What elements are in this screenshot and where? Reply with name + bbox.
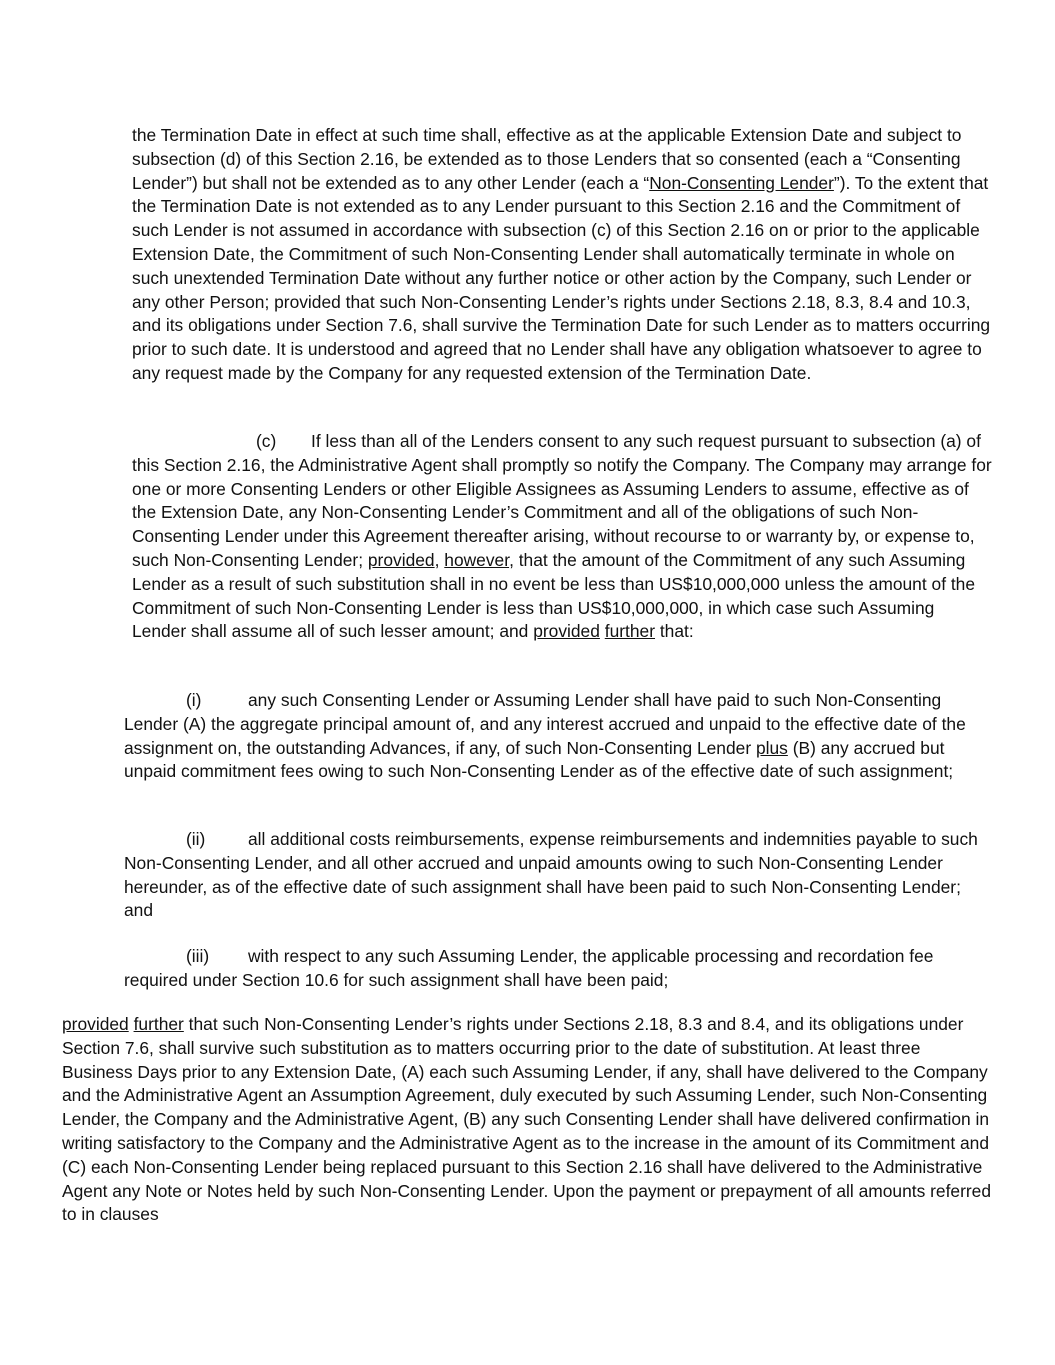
- text: the Termination Date in effect at such time shall, effective as at the applicable Extension Date and subject to subsection (d) of this Section 2.16, be extended as to those Lenders that so consented (each a “Consenting Lender”) but shall not be extended as to any other Lender (each a “: [132, 125, 962, 193]
- text: , that the amount of the Commitment of any such Assuming Lender as a result of such substitution shall in no event be less than US$10,000,000 unless the amount of the Commitment of such Non-Consenting Lender is less than US$10,000,000, in which case such Assuming Lender shall assume all of such lesser amount; and: [132, 549, 976, 642]
- list-marker: (i): [186, 690, 202, 710]
- text: that such Non-Consenting Lender’s rights under Sections 2.18, 8.3 and 8.4, and its obligations under Section 7.6, shall survive such substitution as to matters occurring prior to the date of substitution. At least three Business Days prior to any Extension Date, (A) each such Assuming Lender, if any, shall have delivered to the Company and the Administrative Agent an Assumption Agreement, duly executed by such Assuming Lender, such Non-Consenting Lender, the Company and the Administrative Agent, (B) any such Consenting Lender shall have delivered confirmation in writing satisfactory to the Company and the Administrative Agent as to the increase in the amount of its Commitment and (C) each Non-Consenting Lender being replaced pursuant to this Section 2.16 shall have delivered to the Administrative Agent any Note or Notes held by such Non-Consenting Lender. Upon the payment or prepayment of all amounts referred to in clauses: [62, 1014, 992, 1225]
- defined-term-non-consenting-lender: Non-Consenting Lender: [649, 172, 834, 193]
- text: ,: [434, 549, 445, 570]
- text: with respect to any such Assuming Lender, the applicable processing and recordation fee required under Section 10.6 for such assignment shall have been paid;: [124, 946, 934, 990]
- list-item: [124, 689, 992, 784]
- list-marker: (ii): [186, 829, 206, 849]
- text: that:: [655, 621, 694, 642]
- underlined-term: further: [133, 1014, 184, 1034]
- paragraph-provided-further: [62, 1013, 992, 1227]
- underlined-term: further: [604, 621, 656, 642]
- underlined-term: provided: [533, 621, 600, 642]
- paragraph-c: [132, 430, 992, 644]
- text: any such Consenting Lender or Assuming Lender shall have paid to such Non-Consenting Lender (A) the aggregate principal amount of, and any interest accrued and unpaid to the effective date of the assignment on, the outstanding Advances, if any, of such Non-Consenting Lender: [124, 690, 966, 758]
- text: If less than all of the Lenders consent to any such request pursuant to subsection (a) of this Section 2.16, the Administrative Agent shall promptly so notify the Company. The Company may arrange for one or more Consenting Lenders or other Eligible Assignees as Assuming Lenders to assume, effective as of the Extension Date, any Non-Consenting Lender’s Commitment and all of the obligations of such Non-Consenting Lender under this Agreement thereafter arising, without recourse to or warranty by, or expense to, such Non-Consenting Lender;: [132, 431, 992, 570]
- underlined-term: provided: [62, 1014, 129, 1034]
- underlined-term: however: [444, 549, 510, 570]
- clause-marker: (c): [256, 431, 277, 451]
- list-marker: (iii): [186, 946, 210, 966]
- list-item: [124, 828, 992, 923]
- text: ”). To the extent that the Termination Date is not extended as to any Lender pursuant to this Section 2.16 and the Commitment of such Lender is not assumed in accordance with subsection (c) of this Section 2.16 on or prior to the applicable Extension Date, the Commitment of such Non-Consenting Lender shall automatically terminate in whole on such unextended Termination Date without any further notice or other action by the Company, such Lender or any other Person; provided that such Non-Consenting Lender’s rights under Sections 2.18, 8.3, 8.4 and 10.3, and its obligations under Section 7.6, shall survive the Termination Date for such Lender as to matters occurring prior to such date. It is understood and agreed that no Lender shall have any obligation whatsoever to agree to any request made by the Company for any requested extension of the Termination Date.: [132, 172, 991, 383]
- text: (B) any accrued but unpaid commitment fees owing to such Non-Consenting Lender as of the effective date of such assignment;: [124, 737, 954, 782]
- list-item: [124, 945, 992, 993]
- underlined-term: plus: [755, 737, 788, 758]
- paragraph-termination-extension: [132, 124, 992, 386]
- text: all additional costs reimbursements, expense reimbursements and indemnities payable to such Non-Consenting Lender, and all other accrued and unpaid amounts owing to such Non-Consenting Lender hereunder, as of the effective date of such assignment shall have been paid to such Non-Consenting Lender; and: [124, 829, 978, 921]
- underlined-term: provided: [367, 549, 435, 570]
